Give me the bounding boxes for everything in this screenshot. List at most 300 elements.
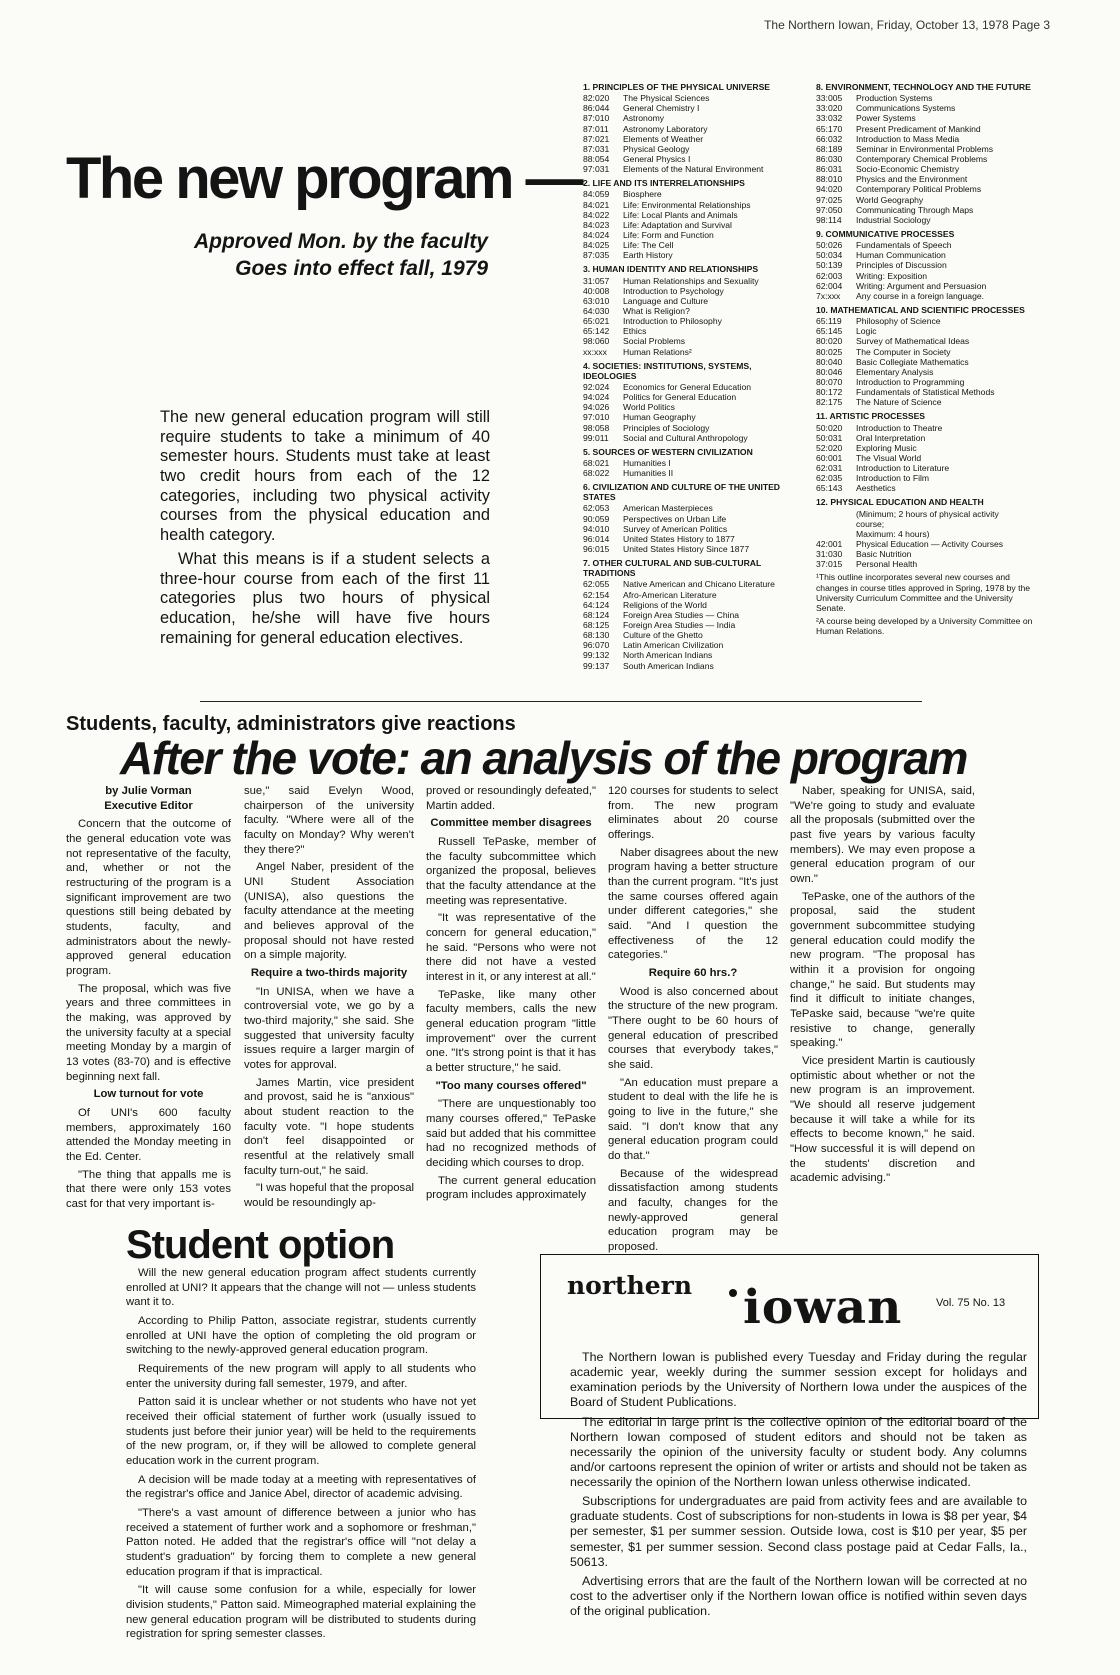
course-code: 98:058: [583, 422, 610, 433]
course-code: 64:030: [583, 305, 610, 316]
course-row: [816, 336, 1038, 346]
course-title: What is Religion?: [623, 305, 690, 316]
course-code: 62:031: [816, 463, 843, 474]
course-title: Basic Collegiate Mathematics: [856, 356, 969, 367]
course-code: 33:032: [816, 113, 843, 124]
course-code: 99:137: [583, 660, 610, 671]
course-row: [816, 433, 1038, 443]
course-code: 98:060: [583, 336, 610, 347]
article-column-4: [608, 784, 778, 1258]
course-code: 65:142: [583, 326, 610, 337]
course-title: Human Communication: [856, 250, 946, 261]
course-title: Life: The Cell: [623, 240, 674, 251]
masthead-dot: [729, 1289, 737, 1297]
course-row: [583, 276, 795, 286]
article-paragraph: 120 courses for students to select from. The new program eliminates about 20 course offerings.: [608, 785, 778, 842]
course-title: Logic: [856, 326, 877, 337]
course-title: Oral Interpretation: [856, 432, 926, 443]
course-code: 66:032: [816, 133, 843, 144]
program-title: The new program —: [66, 146, 582, 211]
course-title: Introduction to Philosophy: [623, 316, 722, 327]
course-row: [816, 347, 1038, 357]
course-row: [583, 93, 795, 103]
course-row: [816, 205, 1038, 215]
course-title: General Physics I: [623, 153, 691, 164]
course-title: Introduction to Programming: [856, 376, 965, 387]
course-row: [816, 483, 1038, 493]
course-title: North American Indians: [623, 650, 713, 661]
course-row: [583, 220, 795, 230]
course-row: [583, 250, 795, 260]
article-paragraph: James Martin, vice president and provost, said he is "anxious" about student reaction to the faculty vote. "I hope students don't feel disappointed or resentful at the relatively small faculty turn-out," he said.: [244, 1076, 414, 1177]
course-row: [816, 174, 1038, 184]
course-row: [583, 610, 795, 620]
course-row: [816, 397, 1038, 407]
article-column-3: [426, 784, 596, 1206]
course-title: General Chemistry I: [623, 103, 700, 114]
course-title: Physical Geology: [623, 143, 690, 154]
byline-name: by Julie Vorman: [105, 785, 192, 797]
course-row: [583, 412, 795, 422]
article-paragraph: The current general education program includes approximately: [426, 1174, 596, 1202]
course-row: [583, 230, 795, 240]
course-title: Humanities II: [623, 468, 674, 479]
course-title: Philosophy of Science: [856, 316, 941, 327]
category-heading: 8. ENVIRONMENT, TECHNOLOGY AND THE FUTURE: [816, 82, 1031, 92]
course-title: Production Systems: [856, 93, 933, 104]
outline-footnote: ²A course being developed by a University Committee on Human Relations.: [816, 616, 1033, 637]
course-code: 52:020: [816, 442, 843, 453]
category-heading: 12. PHYSICAL EDUCATION AND HEALTH: [816, 497, 984, 508]
course-code: 97:050: [816, 204, 843, 215]
course-code: 50:026: [816, 240, 843, 251]
course-title: Elementary Analysis: [856, 366, 934, 377]
course-outline-left: [583, 82, 795, 671]
course-row: [816, 281, 1038, 291]
course-title: American Masterpieces: [623, 503, 713, 514]
course-row: [816, 316, 1038, 326]
course-code: 7x:xxx: [816, 290, 841, 301]
course-row: [583, 240, 795, 250]
course-code: 96:015: [583, 544, 610, 555]
course-title: World Geography: [856, 194, 924, 205]
course-outline-right: [816, 82, 1038, 636]
course-row: [816, 291, 1038, 301]
section-divider: [200, 701, 922, 702]
masthead-northern: northern: [567, 1271, 692, 1300]
student-option-paragraph: A decision will be made today at a meeting with representatives of the registrar's office and Janice Abel, director of academic advising.: [126, 1473, 476, 1501]
course-code: 33:020: [816, 103, 843, 114]
course-title: Native American and Chicano Literature: [623, 579, 775, 590]
course-title: The Nature of Science: [856, 397, 942, 408]
category-heading: 1. PRINCIPLES OF THE PHYSICAL UNIVERSE: [583, 82, 771, 92]
masthead-text: [570, 1350, 1027, 1623]
subhead-two-thirds: Require a two-thirds majority: [250, 967, 408, 980]
student-option-title: Student option: [126, 1223, 395, 1267]
course-code: 33:005: [816, 93, 843, 104]
course-row: [583, 600, 795, 610]
course-row: [583, 468, 795, 478]
course-code: 62:055: [583, 579, 610, 590]
course-code: 84:025: [583, 240, 610, 251]
course-title: Life: Environmental Relationships: [623, 199, 751, 210]
course-title: United States History Since 1877: [623, 544, 750, 555]
course-row: [583, 392, 795, 402]
program-subtitle-effective: Goes into effect fall, 1979: [235, 257, 488, 280]
intro-paragraph: What this means is if a student selects a three-hour course from each of the first 11 categories plus two hours of physical education, he/she will have five hours remaining for general education electives.: [160, 549, 490, 647]
course-title: Afro-American Literature: [623, 589, 717, 600]
program-subtitle-approved: Approved Mon. by the faculty: [193, 230, 488, 253]
article-column-2: [244, 784, 414, 1214]
category-heading: 6. CIVILIZATION AND CULTURE OF THE UNITED STATES: [583, 482, 781, 503]
course-title: Contemporary Chemical Problems: [856, 153, 988, 164]
course-row: [583, 336, 795, 346]
course-title: Foreign Area Studies — China: [623, 609, 740, 620]
course-title: Industrial Sociology: [856, 214, 931, 225]
course-row: [816, 387, 1038, 397]
course-title: Physics and the Environment: [856, 174, 968, 185]
outline-footnote: ¹This outline incorporates several new courses and changes in course titles approved in Spring, 1978 by the University Curriculum Committee and the University Senate.: [816, 572, 1031, 613]
course-code: 65:145: [816, 326, 843, 337]
course-code: 31:030: [816, 549, 843, 560]
course-code: 64:124: [583, 599, 610, 610]
course-code: 42:001: [816, 539, 843, 550]
course-row: [583, 154, 795, 164]
student-option-paragraph: "It will cause some confusion for a while, especially for lower division students," Patton said. Mimeographed material explaining the new general education program will be distributed to students during registration for spring semester classes.: [126, 1584, 476, 1641]
course-code: 87:035: [583, 250, 610, 261]
course-title: Human Relationships and Sexuality: [623, 275, 759, 286]
article-paragraph: TePaske, one of the authors of the proposal, said the student government subcommittee studying general education could modify the new program. "The proposal has within it a provision for ongoing change," he said. But students may find it difficult to initiate changes, TePaske said, because "we're quite resistive to change, generally speaking.": [790, 890, 975, 1050]
course-code: 80:025: [816, 346, 843, 357]
course-code: 86:044: [583, 103, 610, 114]
category-heading: 5. SOURCES OF WESTERN CIVILIZATION: [583, 446, 753, 457]
course-title: Exploring Music: [856, 442, 917, 453]
course-code: 50:034: [816, 250, 843, 261]
course-code: 80:046: [816, 366, 843, 377]
course-row: [816, 134, 1038, 144]
course-code: 97:025: [816, 194, 843, 205]
course-row: [583, 286, 795, 296]
course-row: [816, 463, 1038, 473]
course-title: Language and Culture: [623, 295, 709, 306]
student-option-body: [126, 1266, 476, 1646]
course-title: Latin American Civilization: [623, 640, 724, 651]
course-row: [816, 549, 1038, 559]
course-code: 80:020: [816, 336, 843, 347]
subhead-low-turnout: Low turnout for vote: [93, 1088, 204, 1101]
course-title: Biosphere: [623, 189, 662, 200]
course-code: 80:040: [816, 356, 843, 367]
course-code: 82:175: [816, 397, 843, 408]
course-row: [816, 357, 1038, 367]
course-code: 62:035: [816, 473, 843, 484]
course-title: Survey of American Politics: [623, 523, 728, 534]
course-title: Principles of Sociology: [623, 422, 710, 433]
course-row: [816, 326, 1038, 336]
course-code: 97:031: [583, 164, 610, 175]
subhead-require-60: Require 60 hrs.?: [648, 967, 738, 980]
course-title: Writing: Argument and Persuasion: [856, 280, 987, 291]
course-code: 96:014: [583, 533, 610, 544]
category-heading: 9. COMMUNICATIVE PROCESSES: [816, 228, 955, 239]
article-paragraph: "In UNISA, when we have a controversial vote, we go by a two-third majority," she said. She suggested that university faculty issues require a larger margin of votes for approval.: [244, 985, 414, 1072]
article-paragraph: "There are unquestionably too many courses offered," TePaske said but added that his committee had no recognized methods of deciding which courses to drop.: [426, 1098, 596, 1170]
course-code: 62:004: [816, 280, 843, 291]
course-row: [583, 402, 795, 412]
course-title: Elements of Weather: [623, 133, 704, 144]
course-title: Fundamentals of Speech: [856, 240, 952, 251]
course-row: [583, 296, 795, 306]
course-title: Introduction to Mass Media: [856, 133, 960, 144]
article-paragraph: Because of the widespread dissatisfaction among students and faculty, changes for the newly-approved general education program may be proposed.: [608, 1167, 778, 1254]
course-row: [583, 210, 795, 220]
course-code: 99:132: [583, 650, 610, 661]
course-title: Writing: Exposition: [856, 270, 928, 281]
course-row: [816, 539, 1038, 549]
course-code: 65:119: [816, 316, 842, 327]
article-paragraph: The proposal, which was five years and three committees in the making, was approved by the university faculty at a special meeting Monday by a margin of 13 votes (83-70) and is effective beginning next fall.: [66, 982, 231, 1083]
student-option-paragraph: According to Philip Patton, associate registrar, students currently enrolled at UNI have the option of completing the old program or switching to the newly-approved general education program.: [126, 1315, 476, 1357]
course-row: [583, 423, 795, 433]
course-code: 37:015: [816, 559, 843, 570]
article-paragraph: Naber, speaking for UNISA, said, "We're going to study and evaluate all the proposals (submitted over the past five years by various faculty members). We may even propose a general education program of our own.": [790, 785, 975, 886]
course-code: 88:010: [816, 174, 843, 185]
course-row: [816, 453, 1038, 463]
article-paragraph: Wood is also concerned about the structure of the new program. "There ought to be 60 hours of general education of prescribed courses that everybody takes," she said.: [608, 985, 778, 1072]
course-row: [583, 514, 795, 524]
course-code: 65:143: [816, 483, 843, 494]
course-row: [583, 347, 795, 357]
course-code: 60:001: [816, 452, 843, 463]
course-title: Socio-Economic Chemistry: [856, 164, 960, 175]
course-row: [816, 367, 1038, 377]
page-header: The Northern Iowan, Friday, October 13, 1978 Page 3: [764, 18, 1050, 32]
masthead-paragraph: Advertising errors that are the fault of the Northern Iowan will be corrected at no cost to the advertiser only if the Northern Iowan office is notified within seven days of the original publication.: [570, 1573, 1027, 1618]
course-title: Astronomy: [623, 113, 665, 124]
article-paragraph: proved or resoundingly defeated," Martin added.: [426, 785, 596, 812]
course-row: [583, 579, 795, 589]
course-row: [583, 544, 795, 554]
student-option-paragraph: "There's a vast amount of difference between a junior who has received a statement of further work and a sophomore or freshman," Patton noted. He added that the registrar's office will "not delay a student's graduation" by forcing them to complete a new general education program if that is impractical.: [126, 1507, 476, 1578]
course-title: Principles of Discussion: [856, 260, 947, 271]
article-paragraph: "It was representative of the concern for general education," he said. "Persons who were not there did not have a vested interest in it, or any interest at all.": [426, 912, 596, 984]
course-title: Contemporary Political Problems: [856, 184, 982, 195]
course-title: Fundamentals of Statistical Methods: [856, 387, 995, 398]
course-row: [816, 144, 1038, 154]
course-title: Foreign Area Studies — India: [623, 620, 736, 631]
course-code: 94:020: [816, 184, 843, 195]
article-paragraph: sue," said Evelyn Wood, chairperson of the university faculty. "Where were all of the faculty on Monday? Why weren't they there?": [244, 785, 414, 856]
course-code: 31:057: [583, 275, 610, 286]
course-title: Aesthetics: [856, 483, 896, 494]
category-heading: 3. HUMAN IDENTITY AND RELATIONSHIPS: [583, 264, 759, 275]
student-option-paragraph: Patton said it is unclear whether or not students who have not yet received their official statement of further work (usually issued to students just before their junior year) will be held to the requirements of the new program, or, if they will be allowed to complete general education work in the current program.: [126, 1396, 476, 1468]
course-title: Earth History: [623, 250, 673, 261]
course-title: Communications Systems: [856, 103, 956, 114]
course-title: The Visual World: [856, 452, 922, 463]
course-row: [583, 640, 795, 650]
course-code: 92:024: [583, 381, 610, 392]
course-title: Seminar in Environmental Problems: [856, 143, 994, 154]
masthead-paragraph: Subscriptions for undergraduates are paid from activity fees and are available to graduate students. Cost of subscriptions for non-students in Iowa is $8 per year, $4 per semester, $1 per summer session. Outside Iowa, cost is $10 per year, $5 per semester, $1 per summer session. Second class postage paid at Cedar Falls, Ia., 50613.: [570, 1494, 1027, 1569]
course-code: 62:053: [583, 503, 610, 514]
course-title: Survey of Mathematical Ideas: [856, 336, 970, 347]
course-title: Any course in a foreign language.: [856, 290, 985, 301]
program-intro: [160, 408, 490, 652]
article-paragraph: "An education must prepare a student to deal with the life he is going to live in the future," she said. "I don't know that any general education program could do that.": [608, 1076, 778, 1163]
category-note: course;: [856, 518, 885, 529]
course-code: 86:031: [816, 164, 843, 175]
course-title: Basic Nutrition: [856, 549, 912, 560]
course-title: Physical Education — Activity Courses: [856, 539, 1004, 550]
article-paragraph: Russell TePaske, member of the faculty subcommittee which organized the proposal, believes that the faculty attendance at the meeting was representative.: [426, 836, 596, 907]
course-code: 50:031: [816, 432, 843, 443]
course-title: Communicating Through Maps: [856, 204, 974, 215]
student-option-paragraph: Requirements of the new program will apply to all students who enter the university during fall semester, 1979, and after.: [126, 1363, 476, 1390]
course-row: [816, 423, 1038, 433]
article-paragraph: TePaske, like many other faculty members, calls the new general education program "little improvement" over the current one. "It's strong point is that it has a better structure," he said.: [426, 988, 596, 1075]
course-code: 68:022: [583, 468, 610, 479]
course-title: Introduction to Film: [856, 473, 930, 484]
course-title: South American Indians: [623, 660, 714, 671]
course-code: 87:011: [583, 123, 609, 134]
course-code: 87:021: [583, 133, 610, 144]
course-row: [816, 260, 1038, 270]
course-row: [583, 316, 795, 326]
course-title: Personal Health: [856, 559, 918, 570]
course-title: United States History to 1877: [623, 533, 735, 544]
category-note: (Minimum; 2 hours of physical activity: [856, 508, 999, 519]
course-row: [583, 630, 795, 640]
byline-title: Executive Editor: [104, 799, 193, 812]
course-row: [816, 113, 1038, 123]
course-code: 84:059: [583, 189, 610, 200]
course-title: Life: Form and Function: [623, 229, 714, 240]
course-row: [583, 534, 795, 544]
course-title: The Physical Sciences: [623, 93, 710, 104]
category-heading: 2. LIFE AND ITS INTERRELATIONSHIPS: [583, 178, 745, 189]
course-row: [583, 189, 795, 199]
article-headline: After the vote: an analysis of the program: [120, 732, 967, 784]
article-column-5: [790, 784, 975, 1189]
masthead-paragraph: The editorial in large print is the collective opinion of the editorial board of the Northern Iowan composed of student editors and should not be taken as necessarily the opinion of the university faculty or student body. Any columns and/or cartoons represent the opinion of writer or artists and should not be taken as necessarily the opinion of the Northern Iowan unless otherwise indicated.: [570, 1414, 1027, 1489]
course-row: [816, 377, 1038, 387]
course-code: 84:021: [583, 199, 610, 210]
course-code: 63:010: [583, 295, 610, 306]
course-code: 90:059: [583, 513, 610, 524]
course-row: [583, 164, 795, 174]
course-code: 94:024: [583, 392, 610, 403]
course-code: 65:021: [583, 316, 610, 327]
course-code: 94:010: [583, 523, 610, 534]
course-code: xx:xxx: [583, 346, 607, 357]
course-title: Politics for General Education: [623, 392, 737, 403]
course-row: [583, 200, 795, 210]
course-title: Culture of the Ghetto: [623, 630, 703, 641]
course-title: Human Geography: [623, 412, 696, 423]
course-code: 68:189: [816, 143, 843, 154]
course-code: 82:020: [583, 93, 610, 104]
article-kicker: Students, faculty, administrators give reactions: [66, 713, 516, 735]
article-paragraph: "The thing that appalls me is that there were only 153 votes cast for that very important is-: [66, 1168, 231, 1211]
course-title: Social and Cultural Anthropology: [623, 432, 748, 443]
course-row: [816, 164, 1038, 174]
course-row: [583, 326, 795, 336]
course-row: [816, 271, 1038, 281]
course-code: 87:031: [583, 143, 610, 154]
course-code: 40:008: [583, 285, 610, 296]
article-paragraph: "I was hopeful that the proposal would be resoundingly ap-: [244, 1182, 414, 1210]
course-title: Introduction to Literature: [856, 463, 950, 474]
course-code: 99:011: [583, 432, 609, 443]
course-row: [583, 503, 795, 513]
category-heading: 10. MATHEMATICAL AND SCIENTIFIC PROCESSES: [816, 304, 1025, 315]
course-row: [816, 154, 1038, 164]
course-row: [816, 559, 1038, 569]
course-code: 50:139: [816, 260, 843, 271]
course-title: Astronomy Laboratory: [623, 123, 708, 134]
masthead-paragraph: The Northern Iowan is published every Tuesday and Friday during the regular academic year, weekly during the summer session except for holidays and examination periods by the University of Northern Iowa under the auspices of the Board of Student Publications.: [570, 1350, 1027, 1410]
course-row: [583, 103, 795, 113]
course-row: [583, 124, 795, 134]
subhead-committee-member: Committee member disagrees: [430, 817, 592, 830]
course-title: Perspectives on Urban Life: [623, 513, 727, 524]
course-code: 98:114: [816, 214, 842, 225]
course-title: Power Systems: [856, 113, 916, 124]
course-code: 87:010: [583, 113, 610, 124]
course-title: World Politics: [623, 402, 675, 413]
course-row: [816, 443, 1038, 453]
course-row: [816, 240, 1038, 250]
course-row: [583, 134, 795, 144]
course-row: [583, 113, 795, 123]
course-title: Introduction to Psychology: [623, 285, 724, 296]
course-code: 62:003: [816, 270, 843, 281]
article-column-1: [66, 784, 231, 1215]
subhead-too-many-courses: "Too many courses offered": [435, 1079, 587, 1092]
course-code: 68:130: [583, 630, 610, 641]
course-row: [816, 215, 1038, 225]
course-code: 80:070: [816, 376, 843, 387]
course-title: The Computer in Society: [856, 346, 951, 357]
course-title: Human Relations²: [623, 346, 692, 357]
course-row: [583, 306, 795, 316]
course-row: [816, 93, 1038, 103]
course-title: Present Predicament of Mankind: [856, 123, 981, 134]
course-title: Humanities I: [623, 457, 671, 468]
category-heading: 11. ARTISTIC PROCESSES: [816, 411, 926, 422]
course-code: 84:024: [583, 229, 610, 240]
category-heading: 4. SOCIETIES: INSTITUTIONS, SYSTEMS, IDEOLOGIES: [583, 360, 752, 381]
article-paragraph: Naber disagrees about the new program having a better structure than the current program. "It's just the same courses offered again under different categories," she said. "And I question the effectiveness of the 12 categories.": [608, 846, 778, 962]
article-paragraph: Vice president Martin is cautiously optimistic about whether or not the new program is an improvement. "We should all reserve judgement because it will take a while for its effects to become known," he said. "How successful it is will depend on the students' discretion and academic advising.": [790, 1055, 975, 1185]
course-row: [583, 650, 795, 660]
course-code: 62:154: [583, 589, 610, 600]
article-paragraph: Angel Naber, president of the UNI Student Association (UNISA), also questions the faculty attendance at the meeting and believes approval of the proposal should not have rested on a simple majority.: [244, 861, 414, 962]
course-row: [583, 620, 795, 630]
course-row: [816, 250, 1038, 260]
course-code: 68:021: [583, 457, 610, 468]
intro-paragraph: The new general education program will still require students to take a minimum of 40 semester hours. Students must take at least two credit hours from each of the 12 categories, including two physical activity courses from the physical education and health category.: [160, 408, 490, 545]
course-row: [583, 661, 795, 671]
course-code: 65:170: [816, 123, 843, 134]
article-paragraph: Concern that the outcome of the general education vote was not representative of the faculty, and, whether or not the restructuring of the program is a significant improvement are two questions still being debated by students, faculty, and administrators about the newly-approved general education program.: [66, 818, 231, 978]
course-title: Ethics: [623, 326, 647, 337]
masthead-volume: Vol. 75 No. 13: [936, 1297, 1006, 1309]
course-title: Life: Local Plants and Animals: [623, 209, 738, 220]
course-title: Life: Adaptation and Survival: [623, 219, 732, 230]
course-code: 88:054: [583, 153, 610, 164]
